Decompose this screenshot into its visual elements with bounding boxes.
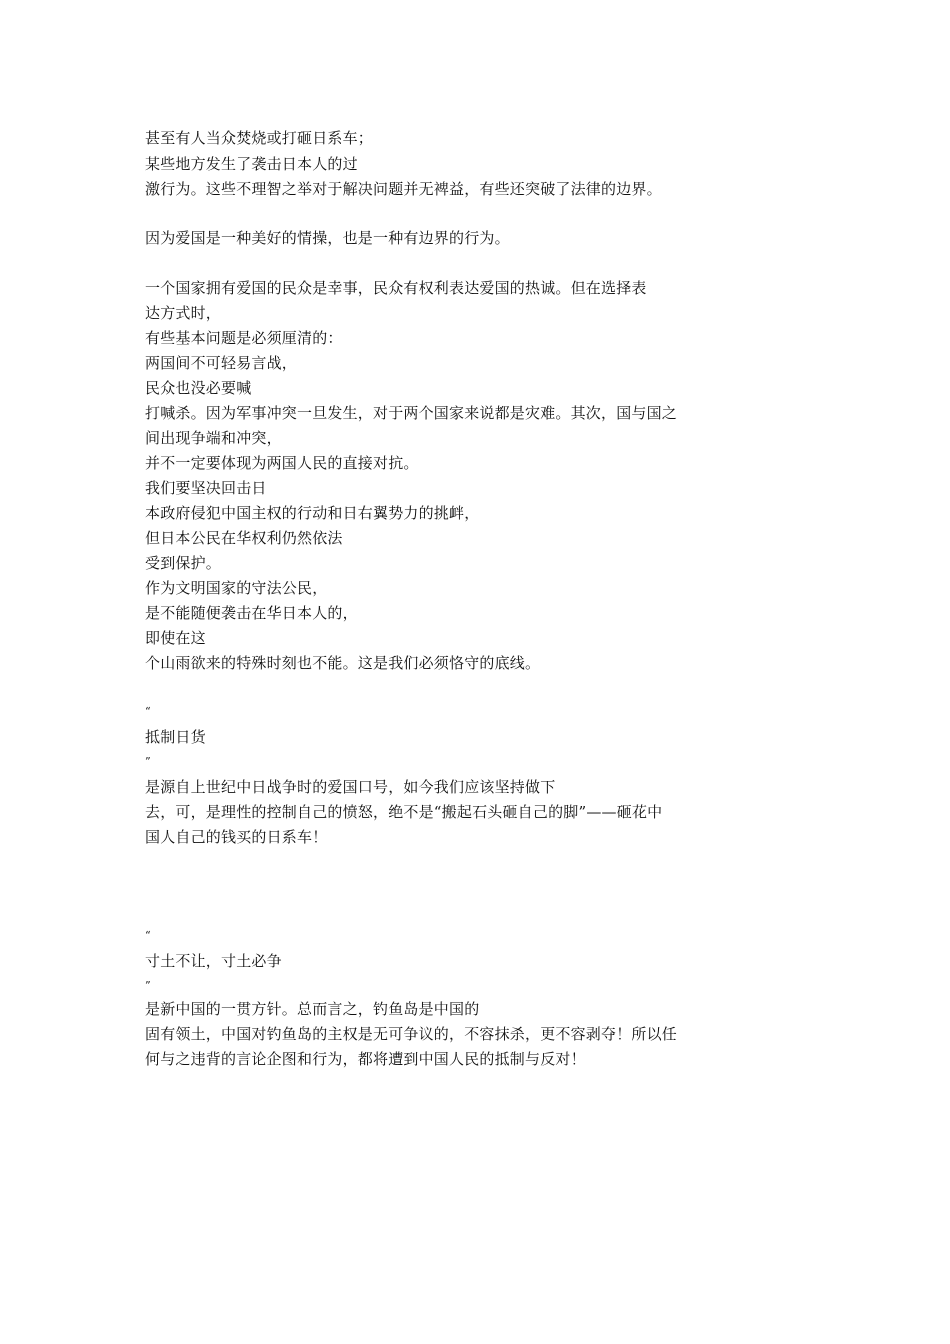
text-line: 一个国家拥有爱国的民众是幸事，民众有权利表达爱国的热诚。但在选择表 — [145, 279, 647, 297]
quoted-phrase: 抵制日货 — [145, 728, 206, 746]
text-line: 是新中国的一贯方针。总而言之，钓鱼岛是中国的 — [145, 1000, 480, 1018]
close-quote-mark: ” — [145, 979, 151, 992]
close-quote-mark: ” — [145, 755, 151, 768]
text-line: 间出现争端和冲突， — [145, 429, 282, 447]
text-line: 去，可，是理性的控制自己的愤怒，绝不是“搬起石头砸自己的脚”——砸花中 — [145, 803, 663, 821]
text-line: 某些地方发生了袭击日本人的过 — [145, 155, 358, 173]
text-line: 因为爱国是一种美好的情操，也是一种有边界的行为。 — [145, 229, 510, 247]
text-line: 受到保护。 — [145, 554, 222, 572]
text-line: 两国间不可轻易言战， — [145, 354, 298, 372]
text-line: 我们要坚决回击日 — [145, 479, 267, 497]
open-quote-mark: “ — [145, 929, 151, 942]
text-line: 是不能随便袭击在华日本人的， — [145, 604, 358, 622]
text-line: 激行为。这些不理智之举对于解决问题并无裨益，有些还突破了法律的边界。 — [145, 180, 662, 198]
text-line: 但日本公民在华权利仍然依法 — [145, 529, 343, 547]
text-line: 并不一定要体现为两国人民的直接对抗。 — [145, 454, 419, 472]
text-line: 个山雨欲来的特殊时刻也不能。这是我们必须恪守的底线。 — [145, 654, 541, 672]
text-line: 何与之违背的言论企图和行为，都将遭到中国人民的抵制与反对！ — [145, 1050, 586, 1068]
text-line: 国人自己的钱买的日系车！ — [145, 828, 328, 846]
text-line: 有些基本问题是必须厘清的： — [145, 329, 343, 347]
text-line: 打喊杀。因为军事冲突一旦发生，对于两个国家来说都是灾难。其次，国与国之 — [145, 404, 678, 422]
text-line: 甚至有人当众焚烧或打砸日系车； — [145, 129, 374, 147]
text-line: 民众也没必要喊 — [145, 379, 252, 397]
text-line: 即使在这 — [145, 629, 206, 647]
text-line: 本政府侵犯中国主权的行动和日右翼势力的挑衅， — [145, 504, 480, 522]
text-line: 是源自上世纪中日战争时的爱国口号，如今我们应该坚持做下 — [145, 778, 556, 796]
text-line: 固有领土，中国对钓鱼岛的主权是无可争议的，不容抹杀，更不容剥夺！所以任 — [145, 1025, 678, 1043]
quoted-phrase: 寸土不让，寸土必争 — [145, 952, 282, 970]
text-line: 达方式时， — [145, 304, 222, 322]
open-quote-mark: “ — [145, 705, 151, 718]
text-line: 作为文明国家的守法公民， — [145, 579, 328, 597]
